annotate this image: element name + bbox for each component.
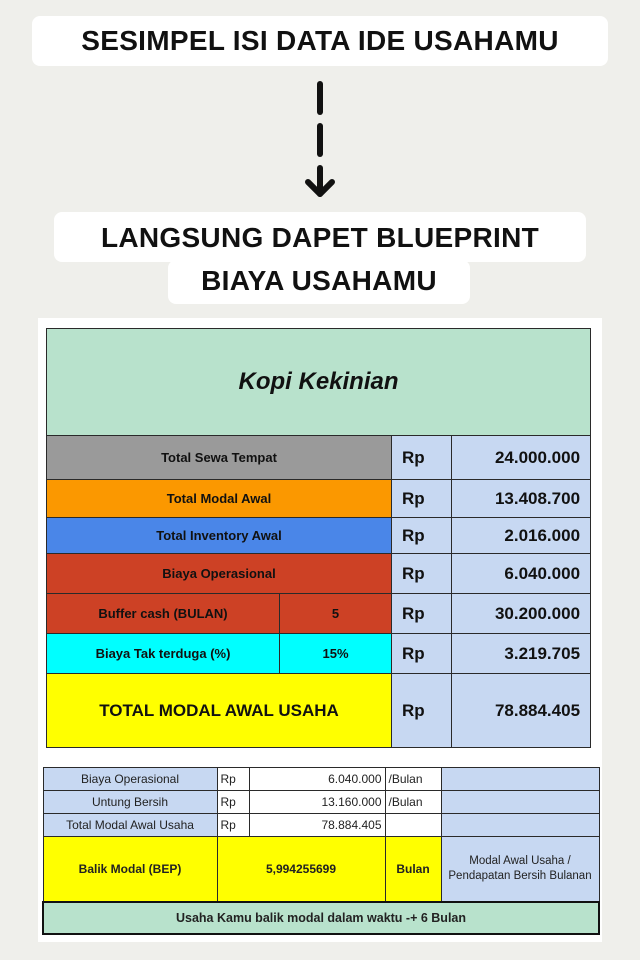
bep-value: 5,994255699 (217, 837, 385, 903)
footer-row (43, 902, 599, 934)
total-label: TOTAL MODAL AWAL USAHA (47, 674, 392, 748)
row-value: 24.000.000 (452, 436, 591, 480)
row-value: 3.219.705 (452, 634, 591, 674)
row-value: 13.408.700 (452, 480, 591, 518)
currency-label: Rp (392, 436, 452, 480)
footer-text: Usaha Kamu balik modal dalam waktu -+ 6 Bulan (43, 902, 599, 934)
unit-label: /Bulan (385, 791, 441, 814)
table-row (43, 814, 599, 837)
currency-label: Rp (217, 791, 249, 814)
summary-value: 78.884.405 (249, 814, 385, 837)
table-row (47, 554, 591, 594)
summary-value: 6.040.000 (249, 768, 385, 791)
summary-label: Untung Bersih (43, 791, 217, 814)
total-value: 78.884.405 (452, 674, 591, 748)
summary-table (42, 767, 600, 935)
currency-label: Rp (392, 518, 452, 554)
table-row (43, 768, 599, 791)
row-label: Buffer cash (BULAN) (47, 594, 280, 634)
summary-label: Biaya Operasional (43, 768, 217, 791)
row-extra: 15% (280, 634, 392, 674)
currency-label: Rp (217, 768, 249, 791)
row-value: 6.040.000 (452, 554, 591, 594)
summary-label: Total Modal Awal Usaha (43, 814, 217, 837)
table-row (47, 436, 591, 480)
headline-1: SESIMPEL ISI DATA IDE USAHAMU (32, 16, 608, 66)
empty-cell (441, 768, 599, 791)
row-label: Total Sewa Tempat (47, 436, 392, 480)
table-row (43, 791, 599, 814)
table-row (47, 480, 591, 518)
row-label: Total Modal Awal (47, 480, 392, 518)
row-extra: 5 (280, 594, 392, 634)
currency-label: Rp (392, 594, 452, 634)
bep-row (43, 837, 599, 903)
empty-cell (441, 791, 599, 814)
currency-label: Rp (217, 814, 249, 837)
currency-label: Rp (392, 674, 452, 748)
table-row (47, 518, 591, 554)
row-label: Biaya Tak terduga (%) (47, 634, 280, 674)
currency-label: Rp (392, 634, 452, 674)
spreadsheet-image (38, 318, 602, 942)
unit-label: /Bulan (385, 768, 441, 791)
cost-table (46, 328, 591, 748)
row-label: Biaya Operasional (47, 554, 392, 594)
summary-value: 13.160.000 (249, 791, 385, 814)
currency-label: Rp (392, 480, 452, 518)
row-value: 30.200.000 (452, 594, 591, 634)
down-arrow-icon (302, 78, 338, 202)
bep-unit: Bulan (385, 837, 441, 903)
table-row (47, 594, 591, 634)
unit-label (385, 814, 441, 837)
bep-label: Balik Modal (BEP) (43, 837, 217, 903)
bep-note: Modal Awal Usaha / Pendapatan Bersih Bulanan (441, 837, 599, 903)
headline-2-line-1: LANGSUNG DAPET BLUEPRINT (54, 212, 586, 262)
table-row (47, 634, 591, 674)
headline-2-line-2: BIAYA USAHAMU (168, 260, 470, 304)
total-row (47, 674, 591, 748)
currency-label: Rp (392, 554, 452, 594)
empty-cell (441, 814, 599, 837)
row-value: 2.016.000 (452, 518, 591, 554)
sheet-title: Kopi Kekinian (47, 329, 591, 436)
row-label: Total Inventory Awal (47, 518, 392, 554)
